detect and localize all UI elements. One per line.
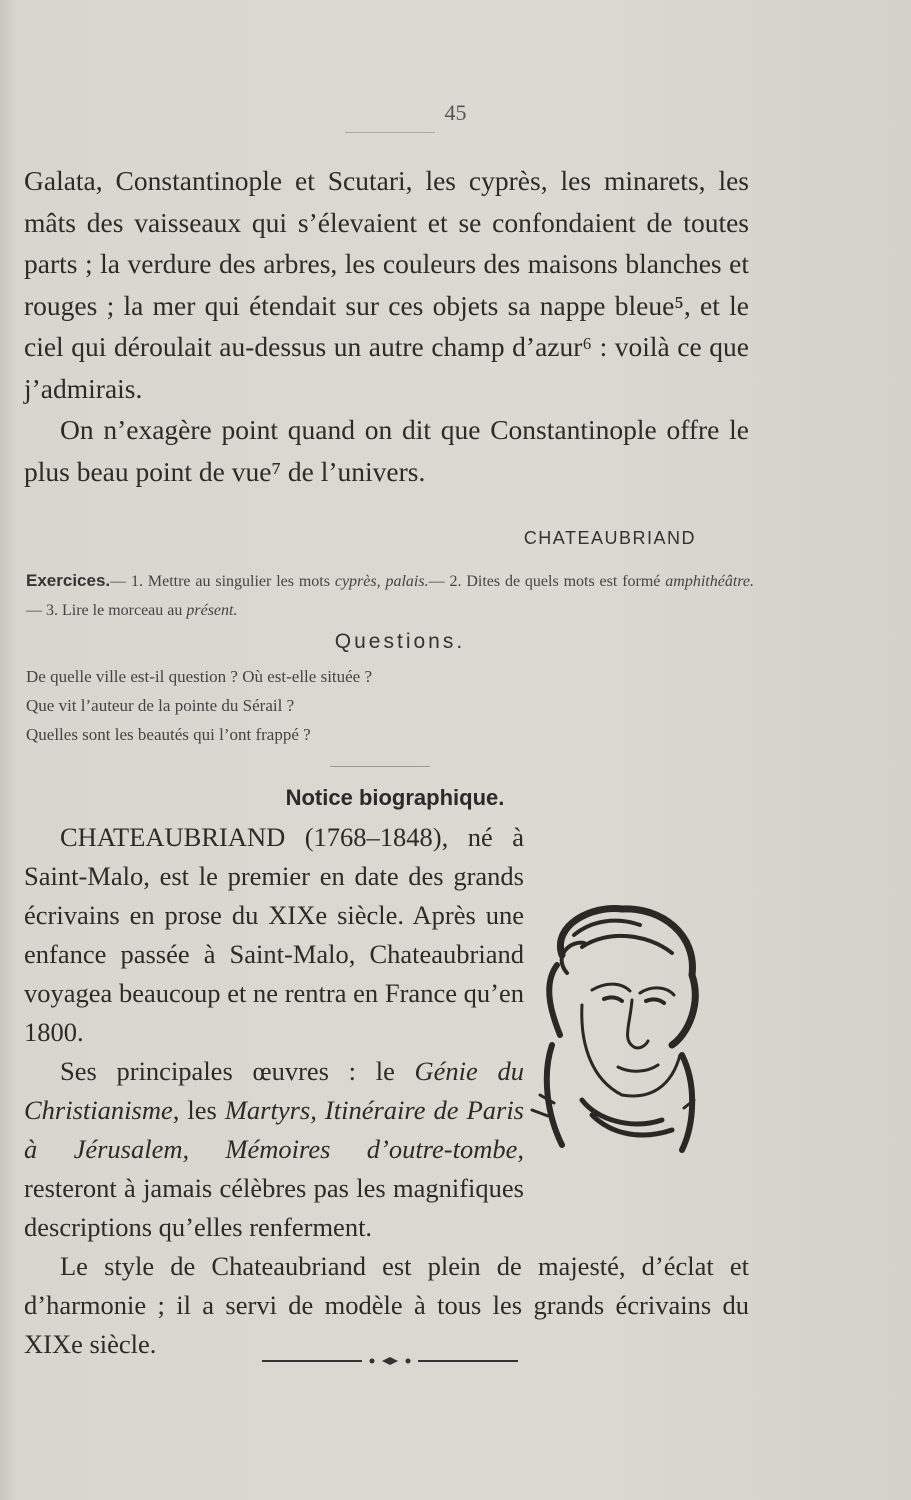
- notice-p2-start: Ses principales œuvres : le: [60, 1056, 415, 1086]
- passage: [24, 160, 749, 492]
- passage-paragraph-1: Galata, Constantinople et Scutari, les cyprès, les minarets, les mâts des vaisseaux qui s’élevaient et se confondaient de toutes parts ; la verdure des arbres, les couleurs des maisons blanches et rouges ; la mer qui étendait sur ces objets sa nappe bleue⁵, et le ciel qui déroulait au-dessus un autre champ d’azur⁶ : voilà ce que j’admirais.: [24, 165, 749, 404]
- portrait-spacer: [524, 896, 749, 1176]
- exercice-1-text: — 1. Mettre au singulier les mots: [110, 573, 335, 590]
- exercice-3-text: — 3. Lire le morceau au: [26, 602, 187, 619]
- author-signature: CHATEAUBRIAND: [523, 528, 696, 548]
- exercice-2-word: amphithéâtre.: [665, 573, 754, 590]
- notice-body: [24, 818, 749, 1364]
- questions-heading: Questions.: [334, 630, 466, 653]
- question-item: Quelles sont les beautés qui l’ont frappé ?: [26, 725, 311, 744]
- notice-p2-mid: les: [179, 1095, 225, 1125]
- exercice-2-text: — 2. Dites de quels mots est formé: [428, 573, 666, 590]
- end-ornament: [0, 1356, 911, 1366]
- page-number-rule: [345, 132, 435, 133]
- exercices-label: Exercices.: [26, 571, 111, 590]
- notice-work-1: Génie du Christianisme,: [24, 1056, 524, 1125]
- passage-paragraph-2: On n’exagère point quand on dit que Constantinople offre le plus beau point de vue⁷ de l’univers.: [24, 414, 749, 487]
- questions-list: [26, 662, 726, 749]
- page-number: 45: [444, 100, 467, 125]
- section-divider: [330, 766, 430, 767]
- notice-paragraph-3: Le style de Chateaubriand est plein de majesté, d’éclat et d’harmonie ; il a servi de modèle à tous les grands écrivains du XIXe siècle.: [24, 1251, 749, 1359]
- exercices-block: [26, 566, 754, 625]
- notice-title: Notice biographique.: [285, 785, 505, 810]
- notice-paragraph-1: CHATEAUBRIAND (1768–1848), né à Saint-Malo, est le premier en date des grands écrivains en prose du XIXe siècle. Après une enfance passée à Saint-Malo, Chateaubriand voyagea beaucoup et ne rentra en France qu’en 1800.: [24, 822, 524, 1047]
- notice-work-2: Martyrs, Itinéraire de Paris à Jérusalem, Mémoires d’outre-tombe,: [24, 1095, 524, 1164]
- question-item: De quelle ville est-il question ? Où est-elle située ?: [26, 667, 373, 686]
- exercice-3-word: présent.: [186, 602, 238, 619]
- notice-p2-end: resteront à jamais célèbres pas les magnifiques descriptions qu’elles renferment.: [24, 1173, 524, 1242]
- question-item: Que vit l’auteur de la pointe du Sérail ?: [26, 696, 295, 715]
- exercice-1-words: cyprès, palais.: [334, 573, 429, 590]
